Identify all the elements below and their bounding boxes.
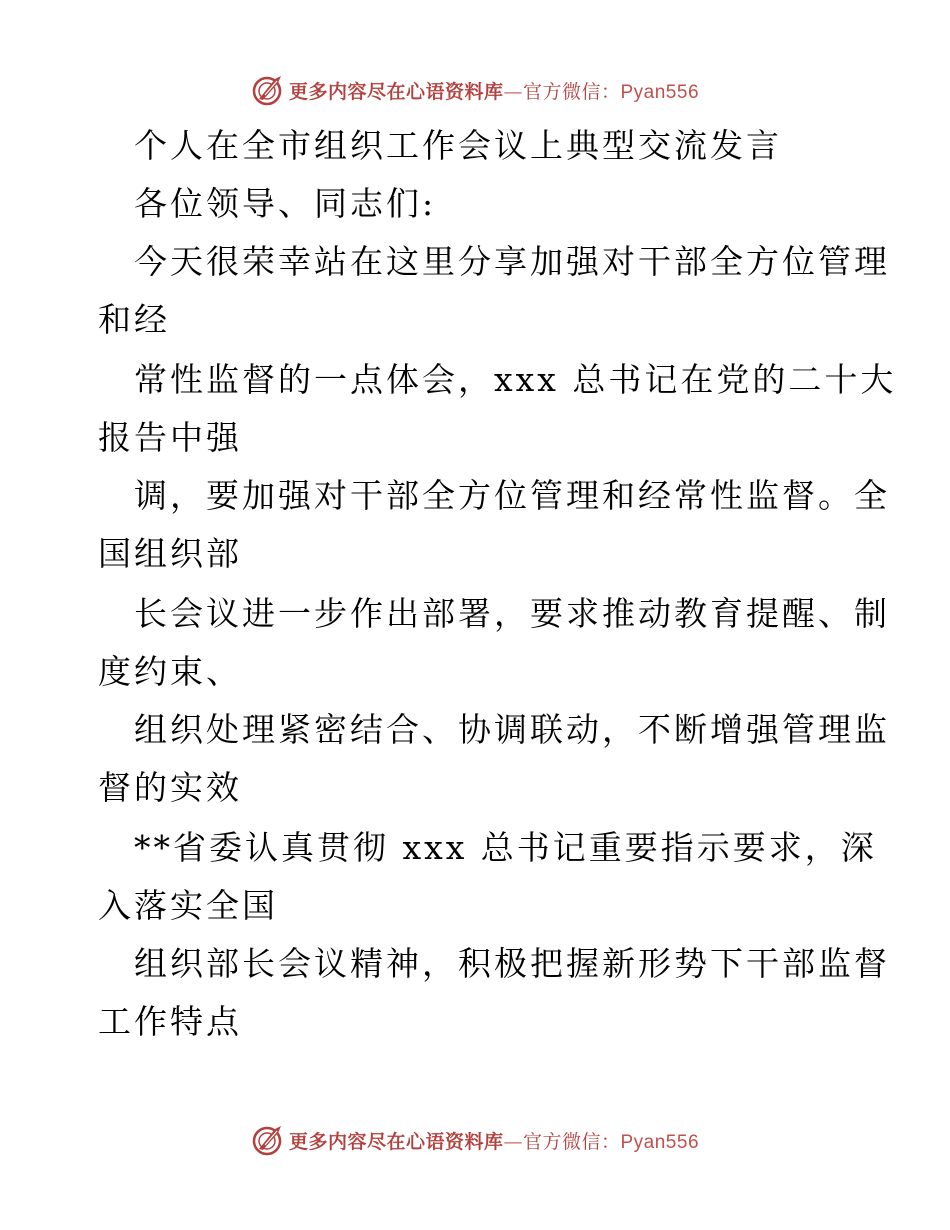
watermark-separator: — xyxy=(503,1130,523,1153)
watermark-label: 官方微信： xyxy=(522,80,621,103)
document-line: 工作特点 xyxy=(98,1002,242,1041)
watermark-label: 官方微信： xyxy=(522,1130,621,1153)
document-line: 今天很荣幸站在这里分享加强对干部全方位管理 xyxy=(134,242,890,281)
watermark-account: Pyan556 xyxy=(620,1131,700,1153)
document-line: 组织处理紧密结合、协调联动，不断增强管理监 xyxy=(134,710,890,749)
watermark-main-text: 更多内容尽在心语资料库 xyxy=(288,80,504,103)
document-line: 各位领导、同志们: xyxy=(134,184,437,223)
footer-watermark xyxy=(0,1120,950,1160)
document-line: 督的实效 xyxy=(98,768,242,807)
document-line: 长会议进一步作出部署，要求推动教育提醒、制 xyxy=(134,594,890,633)
document-title: 个人在全市组织工作会议上典型交流发言 xyxy=(134,126,782,165)
document-line: 国组织部 xyxy=(98,534,242,573)
document-line: 报告中强 xyxy=(98,418,242,457)
document-line: 度约束、 xyxy=(98,652,242,691)
document-line: **省委认真贯彻 xxx 总书记重要指示要求，深 xyxy=(134,828,877,867)
document-line: 常性监督的一点体会，xxx 总书记在党的二十大 xyxy=(134,360,897,399)
watermark-separator: — xyxy=(503,80,523,103)
watermark-account: Pyan556 xyxy=(620,81,700,103)
watermark-main-text: 更多内容尽在心语资料库 xyxy=(288,1130,504,1153)
document-line: 调，要加强对干部全方位管理和经常性监督。全 xyxy=(134,476,890,515)
document-line: 和经 xyxy=(98,300,170,339)
document-line: 组织部长会议精神，积极把握新形势下干部监督 xyxy=(134,944,890,983)
quill-pen-logo-icon xyxy=(251,1123,285,1157)
document-line: 入落实全国 xyxy=(98,886,278,925)
